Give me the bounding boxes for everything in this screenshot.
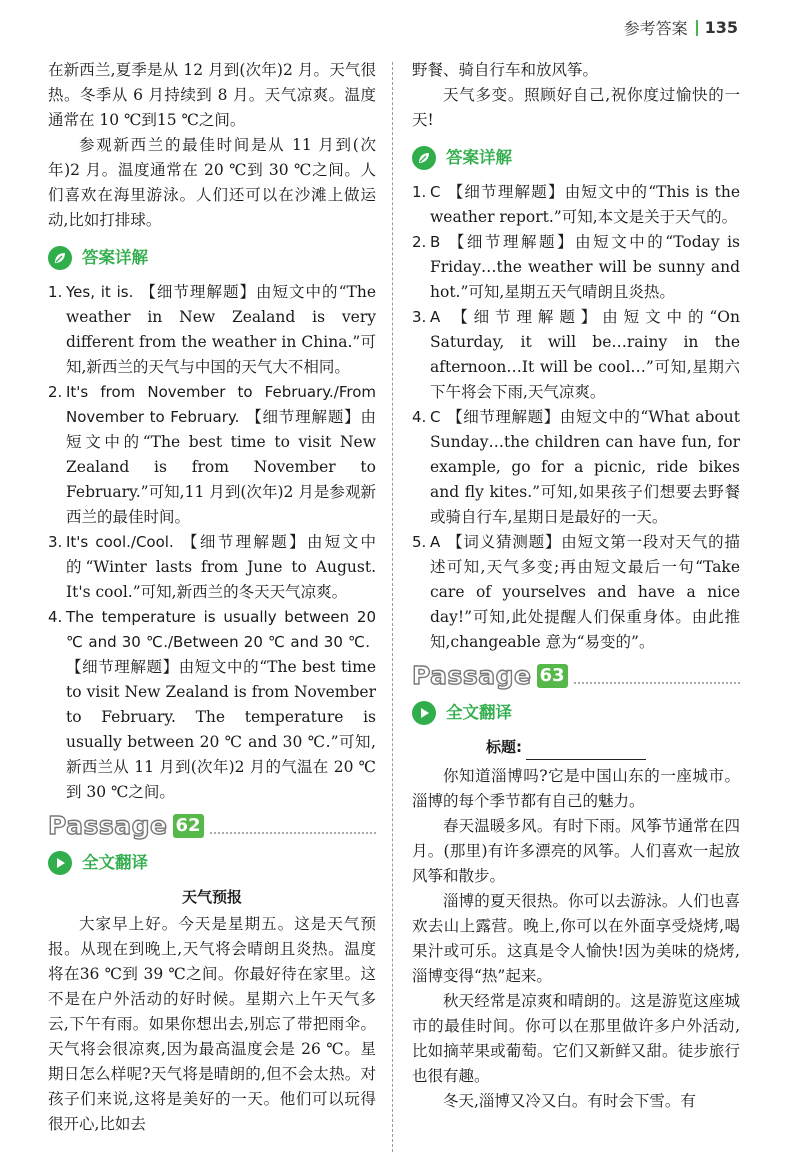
answer-explanation: 【细节理解题】由短文中的“Winter lasts from June to August. It's cool.”可知,新西兰的冬天天气凉爽。 bbox=[66, 533, 376, 601]
answer-item bbox=[48, 380, 376, 530]
answer-number: 2. bbox=[48, 383, 63, 401]
answer-number: 1. bbox=[48, 283, 63, 301]
passage-63-heading bbox=[412, 663, 740, 688]
answer-heading-left bbox=[48, 245, 376, 270]
translation-heading-text: 全文翻译 bbox=[82, 853, 148, 872]
answer-heading-text: 答案详解 bbox=[82, 248, 148, 267]
answer-number: 2. bbox=[412, 233, 427, 251]
answer-key: C bbox=[430, 183, 441, 201]
right-column bbox=[412, 58, 740, 1114]
answer-explanation: 【细节理解题】由短文中的“This is the weather report.”可知,本文是关于天气的。 bbox=[430, 183, 740, 226]
answer-item bbox=[48, 280, 376, 380]
answer-item bbox=[412, 405, 740, 530]
translation-heading-text: 全文翻译 bbox=[446, 703, 512, 722]
title-blank bbox=[486, 735, 740, 760]
answer-item bbox=[412, 530, 740, 655]
leaf-icon bbox=[412, 146, 436, 170]
column-divider bbox=[392, 62, 393, 1152]
title-label: 标题: bbox=[486, 738, 522, 756]
page-header bbox=[624, 16, 738, 39]
answer-item bbox=[412, 180, 740, 230]
passage-number: 63 bbox=[537, 664, 568, 688]
passage-title: 天气预报 bbox=[181, 888, 242, 906]
right-paragraph: 秋天经常是凉爽和晴朗的。这是游览这座城市的最佳时间。你可以在那里做许多户外活动,比如摘苹果或葡萄。它们又新鲜又甜。徒步旅行也很有趣。 bbox=[412, 992, 740, 1085]
right-paragraph-1: 野餐、骑自行车和放风筝。 bbox=[412, 61, 599, 79]
answer-explanation: 【细节理解题】由短文中的“The best time to visit New Zealand is from November to February.”可知,11 月到(次年)2 月是参观新西兰的最佳时间。 bbox=[66, 408, 376, 526]
answer-number: 3. bbox=[48, 533, 63, 551]
answer-item bbox=[48, 530, 376, 605]
answer-explanation: 【词义猜测题】由短文第一段对天气的描述可知,天气多变;再由短文最后一句“Take care of yourselves and have a nice day!”可知,此处提醒人们保重身体。由此推知,changeable 意为“易变的”。 bbox=[430, 533, 740, 651]
left-column bbox=[48, 58, 376, 1137]
right-paragraph: 春天温暖多风。有时下雨。风筝节通常在四月。(那里)有许多漂亮的风筝。人们喜欢一起放风筝和散步。 bbox=[412, 817, 740, 885]
left-paragraph-1: 在新西兰,夏季是从 12 月到(次年)2 月。天气很热。冬季从 6 月持续到 8 月。天气凉爽。温度通常在 10 ℃到15 ℃之间。 bbox=[48, 61, 376, 129]
play-icon bbox=[48, 851, 72, 875]
answer-key: C bbox=[430, 408, 441, 426]
right-paragraph: 冬天,淄博又冷又白。有时会下雪。有 bbox=[443, 1092, 696, 1110]
passage-label: Passage bbox=[412, 661, 532, 690]
answer-key: B bbox=[430, 233, 441, 251]
page-number: 135 bbox=[704, 18, 738, 37]
answer-number: 1. bbox=[412, 183, 427, 201]
answer-explanation: 【细节理解题】由短文中的“On Saturday, it will be…rainy in the afternoon…It will be cool…”可知,星期六下午将会下雨,天气凉爽。 bbox=[430, 308, 740, 401]
dotted-rule bbox=[574, 668, 740, 684]
answer-explanation: 【细节理解题】由短文中的“What about Sunday…the children can have fun, for example, go for a picnic, ride bikes and fly kites.”可知,如果孩子们想要去野餐或骑自行车,星期日是最好的一天。 bbox=[430, 408, 740, 526]
answer-number: 4. bbox=[412, 408, 427, 426]
answer-number: 4. bbox=[48, 608, 63, 626]
answer-item bbox=[412, 230, 740, 305]
leaf-icon bbox=[48, 246, 72, 270]
answer-key: It's from November to February./From November to February. bbox=[66, 383, 376, 426]
right-paragraph: 你知道淄博吗?它是中国山东的一座城市。淄博的每个季节都有自己的魅力。 bbox=[412, 767, 740, 810]
passage-number: 62 bbox=[173, 814, 204, 838]
answer-explanation: 【细节理解题】由短文中的“Today is Friday…the weather will be sunny and hot.”可知,星期五天气晴朗且炎热。 bbox=[430, 233, 740, 301]
answer-key: A bbox=[430, 533, 441, 551]
left-paragraph-2: 参观新西兰的最佳时间是从 11 月到(次年)2 月。温度通常在 20 ℃到 30 ℃之间。人们喜欢在海里游泳。人们还可以在沙滩上做运动,比如打排球。 bbox=[48, 136, 376, 229]
answer-heading-text: 答案详解 bbox=[446, 148, 512, 167]
answer-explanation: 【细节理解题】由短文中的“The best time to visit New Zealand is from November to February. The temperature is usually between 20 ℃ and 30 ℃.”可知,新西兰从 11 月到(次年)2 月的气温在 20 ℃到 30 ℃之间。 bbox=[66, 658, 376, 801]
answer-key: The temperature is usually between 20 ℃ and 30 ℃./Between 20 ℃ and 30 ℃. bbox=[66, 608, 376, 651]
answer-key: It's cool./Cool. bbox=[66, 533, 174, 551]
answer-key: Yes, it is. bbox=[66, 283, 134, 301]
answer-item bbox=[48, 605, 376, 805]
answer-number: 3. bbox=[412, 308, 427, 326]
dotted-rule bbox=[210, 818, 376, 834]
translation-heading-right bbox=[412, 700, 740, 725]
answer-key: A bbox=[430, 308, 441, 326]
blank-line bbox=[526, 741, 646, 760]
header-separator bbox=[696, 20, 698, 36]
play-icon bbox=[412, 701, 436, 725]
left-paragraph-3: 大家早上好。今天是星期五。这是天气预报。从现在到晚上,天气将会晴朗且炎热。温度将在36 ℃到 39 ℃之间。你最好待在家里。这不是在户外活动的好时候。星期六上午天气多云,下午有雨。如果你想出去,别忘了带把雨伞。天气将会很凉爽,因为最高温度会是 26 ℃。星期日怎么样呢?天气将是晴朗的,但不会太热。对孩子们来说,这将是美好的一天。他们可以玩得很开心,比如去 bbox=[48, 915, 376, 1133]
passage-62-heading bbox=[48, 813, 376, 838]
passage-label: Passage bbox=[48, 811, 168, 840]
right-paragraph: 淄博的夏天很热。你可以去游泳。人们也喜欢去山上露营。晚上,你可以在外面享受烧烤,喝果汁或可乐。这真是令人愉快!因为美味的烧烤,淄博变得“热”起来。 bbox=[412, 892, 740, 985]
answer-explanation: 【细节理解题】由短文中的“The weather in New Zealand is very different from the weather in China.”可知,新西兰的天气与中国的天气大不相同。 bbox=[66, 283, 376, 376]
right-paragraph-2: 天气多变。照顾好自己,祝你度过愉快的一天! bbox=[412, 86, 740, 129]
answer-number: 5. bbox=[412, 533, 427, 551]
answer-heading-right bbox=[412, 145, 740, 170]
answer-item bbox=[412, 305, 740, 405]
translation-heading-left bbox=[48, 850, 376, 875]
header-title: 参考答案 bbox=[623, 19, 688, 38]
